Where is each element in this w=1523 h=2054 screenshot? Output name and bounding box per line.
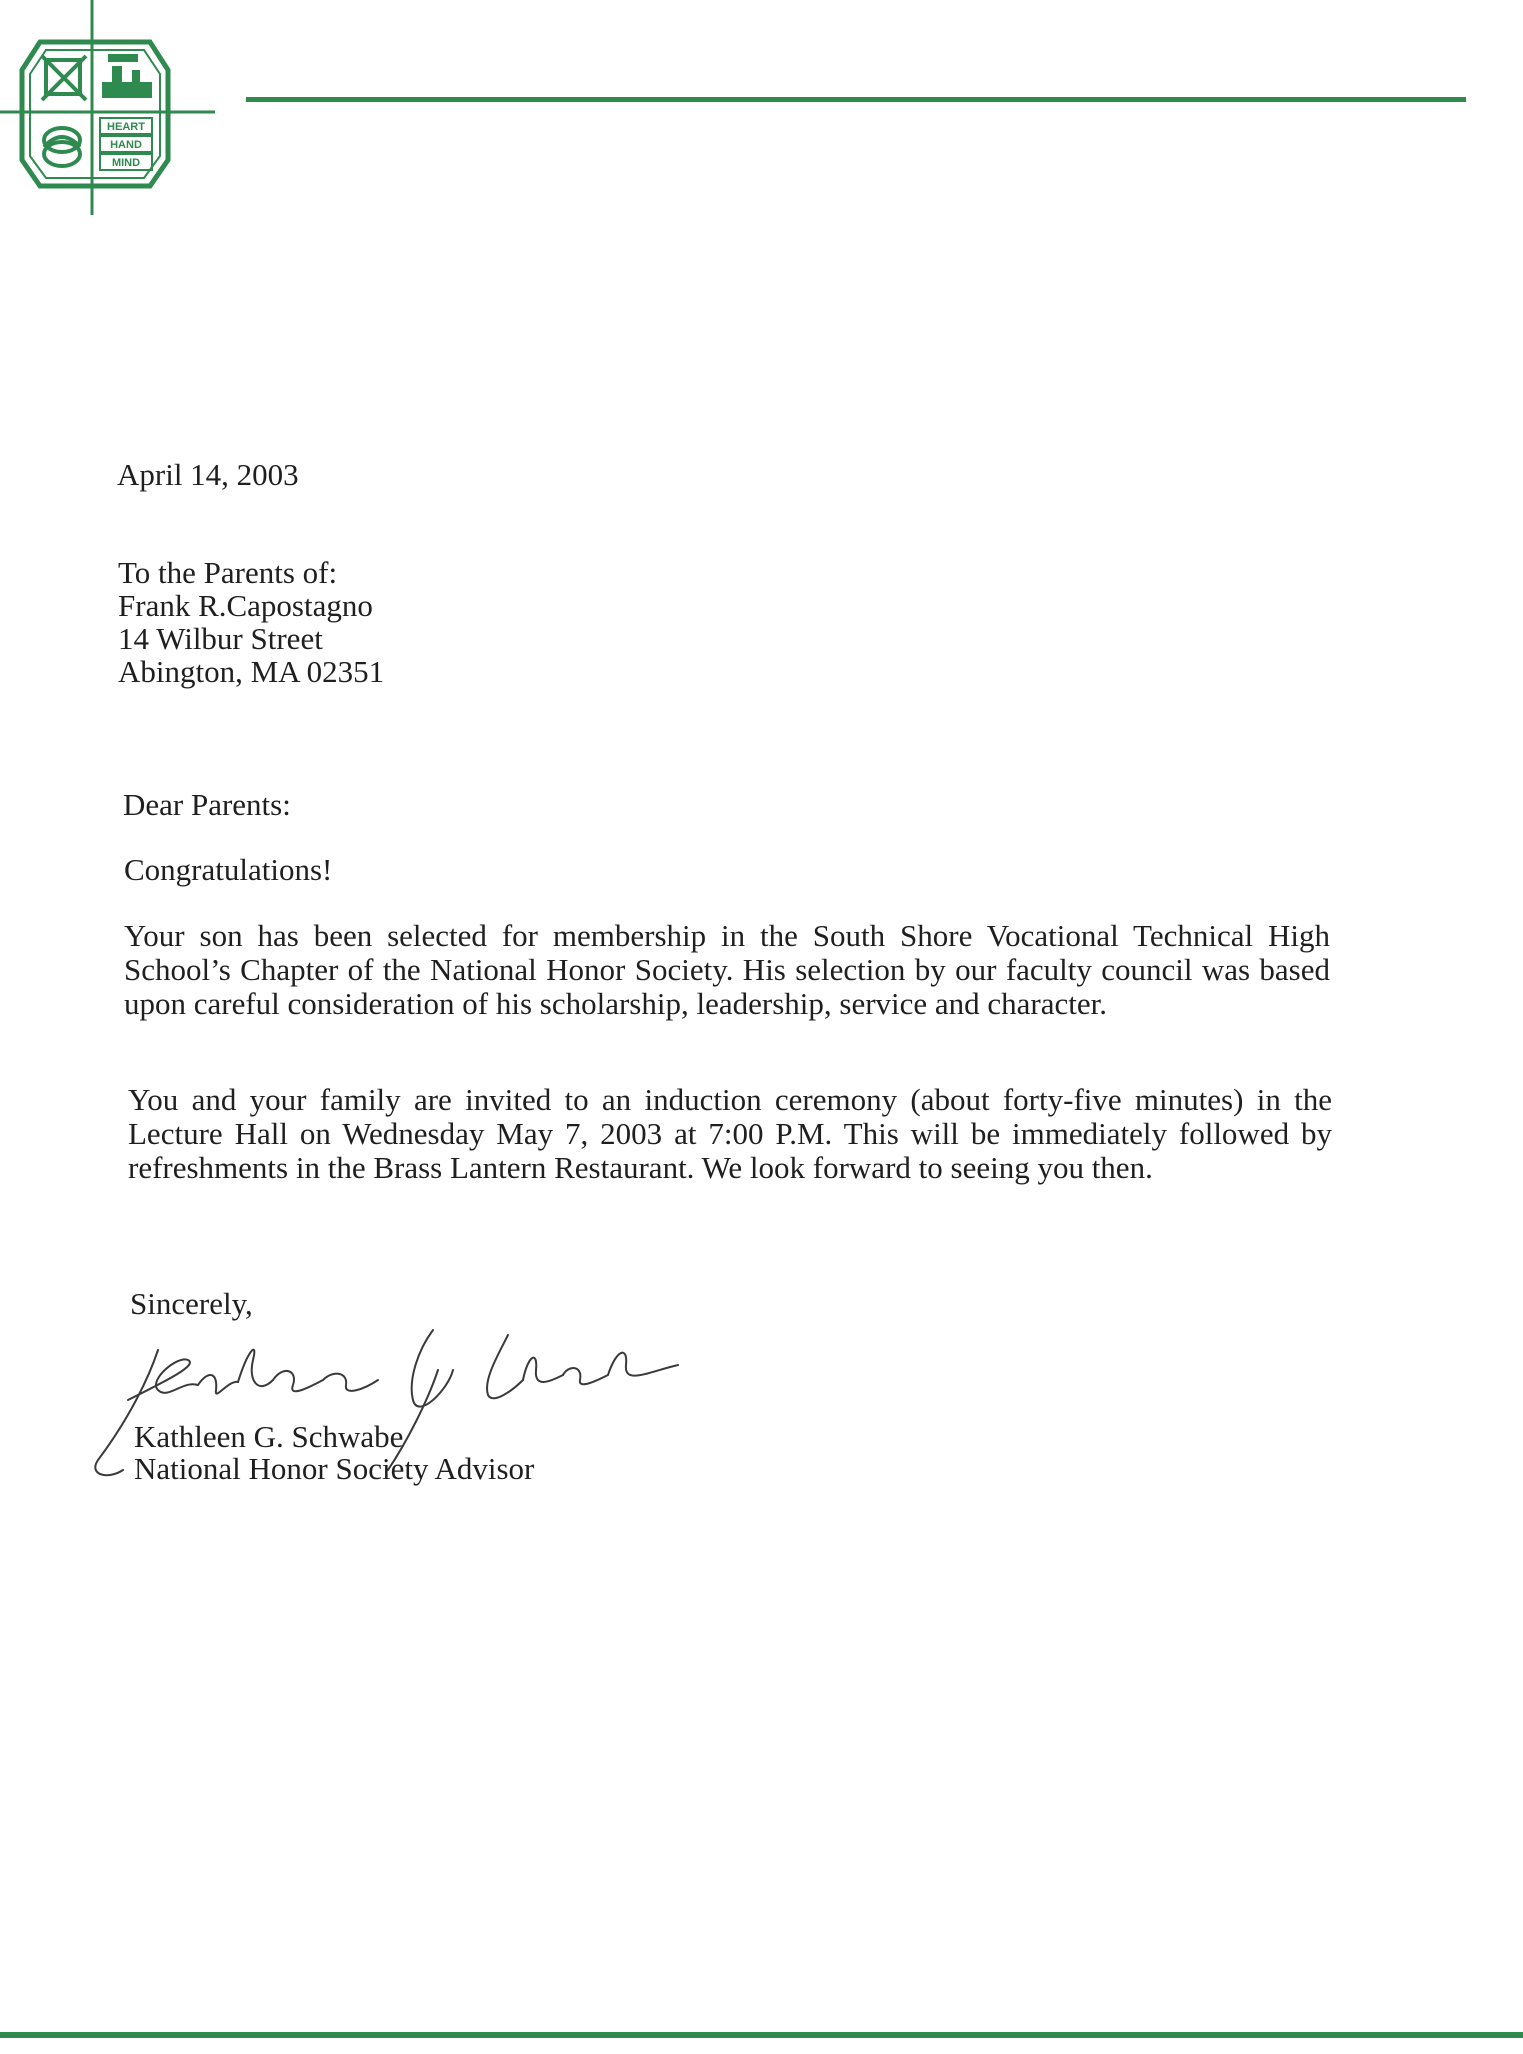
greeting: Congratulations! — [124, 852, 333, 887]
salutation: Dear Parents: — [123, 787, 291, 822]
signer-name: Kathleen G. Schwabe — [134, 1419, 404, 1454]
recipient-line: To the Parents of: — [118, 555, 338, 590]
svg-text:MIND: MIND — [111, 157, 141, 169]
recipient-city: Abington, MA 02351 — [118, 654, 385, 689]
signer-title: National Honor Society Advisor — [134, 1451, 535, 1486]
body-paragraph-2: You and your family are invited to an induction ceremony (about forty-five minutes) in the Lecture Hall on Wednesday May 7, 2003 at 7:00 P.M. This will be immediately followed by refreshments in the Brass Lantern Restaurant. We look forward to seeing you then. — [128, 1082, 1332, 1185]
footer-divider — [0, 2032, 1523, 2038]
recipient-name: Frank R.Capostagno — [118, 588, 373, 623]
recipient-street: 14 Wilbur Street — [118, 621, 323, 656]
svg-text:HAND: HAND — [110, 139, 142, 151]
school-crest-icon — [0, 0, 220, 220]
header-divider — [246, 97, 1466, 102]
letter-date: April 14, 2003 — [117, 457, 299, 492]
svg-text:HEART: HEART — [107, 121, 145, 133]
body-paragraph-1: Your son has been selected for membership in the South Shore Vocational Technical High School’s Chapter of the National Honor Society. His selection by our faculty council was based upon careful consideration of his scholarship, leadership, service and character. — [124, 918, 1330, 1021]
closing: Sincerely, — [130, 1286, 253, 1321]
